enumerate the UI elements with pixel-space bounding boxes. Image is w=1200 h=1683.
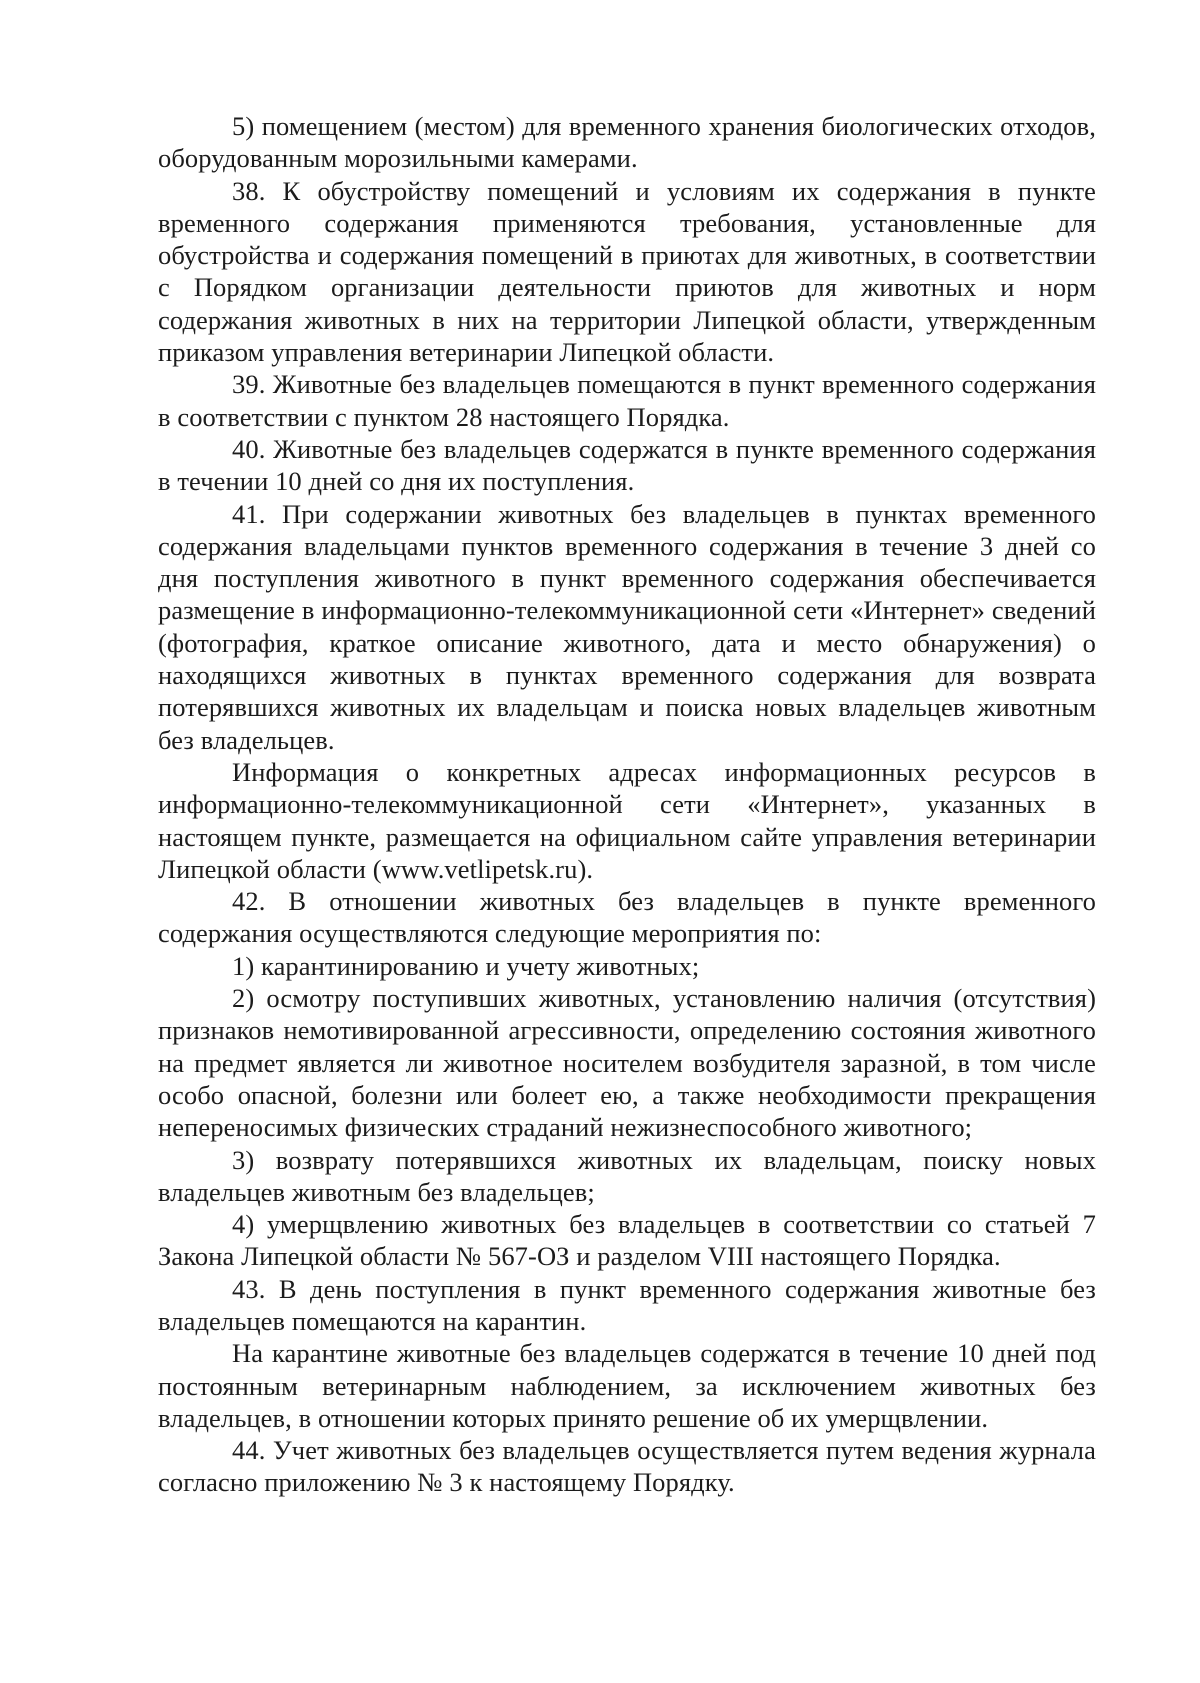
paragraph-42-item-3: 3) возврату потерявшихся животных их владельцам, поиску новых владельцев животным без владельцев;: [158, 1144, 1096, 1207]
paragraph-42: 42. В отношении животных без владельцев в пункте временного содержания осуществляются следующие мероприятия по:: [158, 886, 1096, 949]
paragraph-42-item-1: 1) карантинированию и учету животных;: [232, 950, 700, 981]
paragraph-39: 39. Животные без владельцев помещаются в пункт временного содержания в соответствии с пунктом 28 настоящего Порядка.: [158, 369, 1096, 432]
paragraph-43: 43. В день поступления в пункт временного содержания животные без владельцев помещаются на карантин.: [158, 1273, 1096, 1336]
document-page: [158, 110, 1096, 1499]
paragraph-41-info: Информация о конкретных адресах информационных ресурсов в информационно-телекоммуникационной сети «Интернет», указанных в настоящем пункте, размещается на официальном сайте управления ветеринарии Липецкой области (www.vetlipetsk.ru).: [158, 756, 1096, 884]
paragraph-40: 40. Животные без владельцев содержатся в пункте временного содержания в течении 10 дней со дня их поступления.: [158, 433, 1096, 497]
paragraph-41: 41. При содержании животных без владельцев в пунктах временного содержания владельцами пунктов временного содержания в течение 3 дней со дня поступления животного в пункт временного содержания обеспечивается размещение в информационно-телекоммуникационной сети «Интернет» сведений (фотография, краткое описание животного, дата и место обнаружения) о находящихся животных в пунктах временного содержания для возврата потерявшихся животных их владельцам и поиска новых владельцев животным без владельцев.: [158, 498, 1096, 755]
paragraph-38: 38. К обустройству помещений и условиям их содержания в пункте временного содержания применяются требования, установленные для обустройства и содержания помещений в приютах для животных, в соответствии с Порядком организации деятельности приютов для животных и норм содержания животных в них на территории Липецкой области, утвержденным приказом управления ветеринарии Липецкой области.: [158, 175, 1096, 368]
paragraph-42-item-2: 2) осмотру поступивших животных, установлению наличия (отсутствия) признаков немотивированной агрессивности, определению состояния животного на предмет является ли животное носителем возбудителя заразной, в том числе особо опасной, болезни или болеет ею, а также необходимости прекращения непереносимых физических страданий нежизнеспособного животного;: [158, 983, 1096, 1143]
paragraph-item-5: 5) помещением (местом) для временного хранения биологических отходов, оборудованным морозильными камерами.: [158, 111, 1096, 174]
paragraph-43-quarantine: На карантине животные без владельцев содержатся в течение 10 дней под постоянным ветеринарным наблюдением, за исключением животных без владельцев, в отношении которых принято решение об их умерщвлении.: [158, 1338, 1096, 1433]
paragraph-44: 44. Учет животных без владельцев осуществляется путем ведения журнала согласно приложению № 3 к настоящему Порядку.: [158, 1435, 1096, 1498]
paragraph-42-item-4: 4) умерщвлению животных без владельцев в соответствии со статьей 7 Закона Липецкой области № 567-ОЗ и разделом VIII настоящего Порядка.: [158, 1209, 1096, 1272]
